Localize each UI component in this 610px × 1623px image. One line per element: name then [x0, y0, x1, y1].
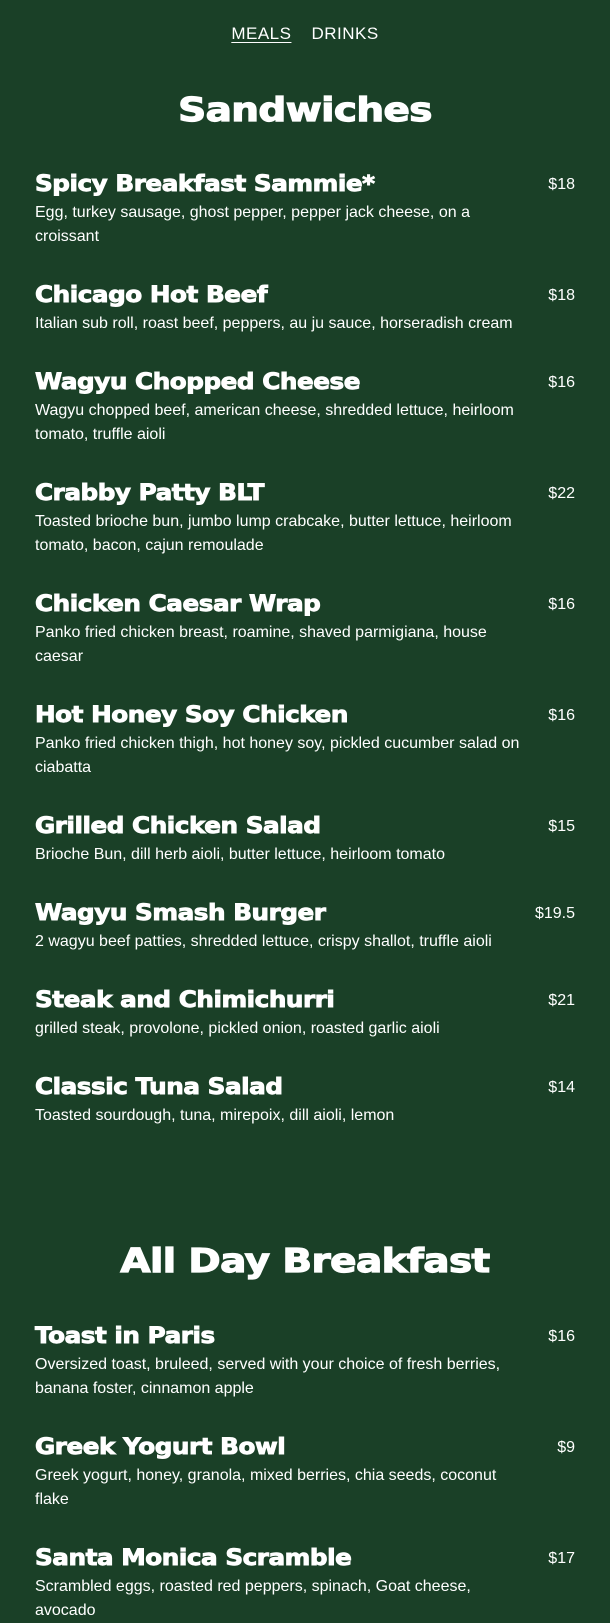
item-name: Wagyu Smash Burger: [35, 901, 326, 926]
item-name: Wagyu Chopped Cheese: [35, 370, 360, 395]
item-price: $9: [557, 1439, 575, 1456]
item-description: Panko fried chicken thigh, hot honey soy, pickled cucumber salad on ciabatta: [35, 735, 520, 776]
menu-item: [0, 988, 610, 1041]
item-price: $16: [548, 1328, 575, 1345]
menu-item: [0, 592, 610, 669]
menu-item: [0, 1324, 610, 1401]
item-price: $16: [548, 596, 575, 613]
menu-item: [0, 283, 610, 336]
item-name: Spicy Breakfast Sammie*: [35, 172, 375, 197]
item-name: Chicken Caesar Wrap: [35, 592, 321, 617]
nav-drinks-link[interactable]: DRINKS: [311, 24, 379, 43]
item-description: Greek yogurt, honey, granola, mixed berries, chia seeds, coconut flake: [35, 1467, 497, 1508]
item-description: Panko fried chicken breast, roamine, shaved parmigiana, house caesar: [35, 624, 487, 665]
item-description: Brioche Bun, dill herb aioli, butter lettuce, heirloom tomato: [35, 846, 445, 863]
menu-item: [0, 814, 610, 867]
menu-item: [0, 1546, 610, 1623]
section-all-day-breakfast: [0, 1241, 610, 1280]
item-price: $18: [548, 287, 575, 304]
item-price: $17: [548, 1550, 575, 1567]
item-name: Grilled Chicken Salad: [35, 814, 321, 839]
item-description: 2 wagyu beef patties, shredded lettuce, crispy shallot, truffle aioli: [35, 933, 492, 950]
menu-item: [0, 172, 610, 249]
item-price: $18: [548, 176, 575, 193]
section-sandwiches: [0, 90, 610, 129]
item-name: Chicago Hot Beef: [35, 283, 268, 308]
item-price: $16: [548, 374, 575, 391]
menu-item: [0, 901, 610, 954]
item-price: $15: [548, 818, 575, 835]
item-description: Egg, turkey sausage, ghost pepper, pepper jack cheese, on a croissant: [35, 204, 470, 245]
menu-item: [0, 481, 610, 558]
item-description: grilled steak, provolone, pickled onion, roasted garlic aioli: [35, 1020, 440, 1037]
menu-item: [0, 1435, 610, 1512]
item-description: Toasted sourdough, tuna, mirepoix, dill aioli, lemon: [35, 1107, 395, 1124]
item-description: Scrambled eggs, roasted red peppers, spinach, Goat cheese, avocado: [35, 1578, 471, 1619]
item-description: Wagyu chopped beef, american cheese, shredded lettuce, heirloom tomato, truffle aioli: [35, 402, 514, 443]
item-name: Crabby Patty BLT: [35, 481, 265, 506]
menu-item: [0, 1075, 610, 1128]
item-name: Classic Tuna Salad: [35, 1075, 283, 1100]
item-price: $14: [548, 1079, 575, 1096]
item-price: $22: [548, 485, 575, 502]
item-price: $19.5: [534, 905, 575, 922]
item-name: Hot Honey Soy Chicken: [35, 703, 348, 728]
item-price: $21: [548, 992, 575, 1009]
item-price: $16: [548, 707, 575, 724]
item-description: Italian sub roll, roast beef, peppers, au ju sauce, horseradish cream: [35, 315, 513, 332]
section-title: All Day Breakfast: [120, 1241, 490, 1280]
item-description: Toasted brioche bun, jumbo lump crabcake, butter lettuce, heirloom tomato, bacon, cajun remoulade: [35, 513, 512, 554]
item-name: Toast in Paris: [35, 1324, 215, 1349]
menu-item: [0, 703, 610, 780]
section-title: Sandwiches: [178, 90, 432, 129]
menu-nav: [0, 24, 610, 44]
nav-meals-link[interactable]: MEALS: [231, 24, 292, 43]
menu-item: [0, 370, 610, 447]
item-name: Steak and Chimichurri: [35, 988, 335, 1013]
item-description: Oversized toast, bruleed, served with your choice of fresh berries, banana foster, cinnamon apple: [35, 1356, 501, 1397]
item-name: Greek Yogurt Bowl: [35, 1435, 286, 1460]
item-name: Santa Monica Scramble: [35, 1546, 352, 1571]
